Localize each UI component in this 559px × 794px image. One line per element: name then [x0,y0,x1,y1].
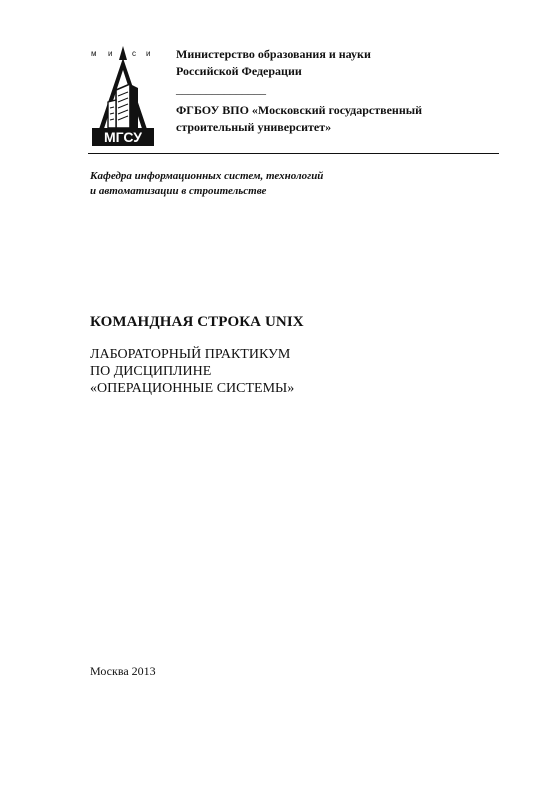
subtitle-line-1: ЛАБОРАТОРНЫЙ ПРАКТИКУМ [90,347,291,362]
place-and-year: Москва 2013 [90,664,156,678]
logo-letter-s: с [132,49,136,58]
mgsu-logo-icon [88,44,158,152]
header-divider [88,153,499,154]
logo-letter-m: м [91,49,97,58]
ministry-line-1: Министерство образования и науки [176,47,371,61]
subtitle-line-3: «ОПЕРАЦИОННЫЕ СИСТЕМЫ» [90,381,295,396]
university-logo [88,44,158,152]
institution-header [176,46,506,136]
subtitle-line-2: ПО ДИСЦИПЛИНЕ [90,364,212,379]
university-line-1: ФГБОУ ВПО «Московский государственный [176,103,423,117]
logo-letter-i1: и [108,49,113,58]
document-subtitle [90,346,294,397]
logo-letter-i2: и [146,49,151,58]
document-title: КОМАНДНАЯ СТРОКА UNIX [90,314,304,330]
header-separator: _______________ [176,82,266,96]
university-line-2: строительный университет» [176,120,332,134]
logo-mgsu-text: МГСУ [103,129,143,145]
ministry-line-2: Российской Федерации [176,64,302,78]
department-name [90,169,323,199]
department-line-1: Кафедра информационных систем, технологий [90,170,324,182]
department-line-2: и автоматизации в строительстве [90,185,267,197]
